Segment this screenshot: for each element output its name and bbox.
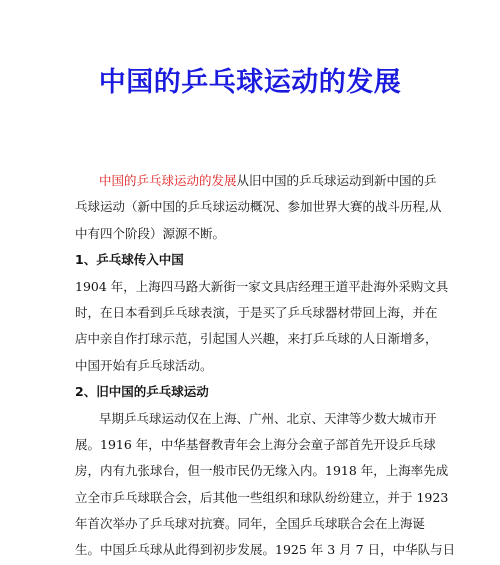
section-2-line-6: 生。中国乒乓球从此得到初步发展。1925 年 3 月 7 日，中华队与日 xyxy=(75,542,456,558)
intro-line-1 xyxy=(75,168,445,194)
section-1-line-3: 店中亲自作打球示范，引起国人兴趣，来打乒乓球的人日渐增多， xyxy=(75,331,438,347)
section-2-line-1: 早期乒乓球运动仅在上海、广州、北京、天津等少数大城市开 xyxy=(99,410,437,426)
section-1-line-2: 时，在日本看到乒乓球表演，于是买了乒乓球器材带回上海，并在 xyxy=(75,304,438,320)
document-title: 中国的乒乓球运动的发展 xyxy=(98,67,402,98)
section-1-line-1: 1904 年，上海四马路大新街一家文具店经理王道平赴海外采购文具 xyxy=(75,278,449,294)
intro-line-2: 乓球运动（新中国的乒乓球运动概况、参加世界大赛的战斗历程,从 xyxy=(75,199,442,215)
section-heading-1: 1、乒乓球传入中国 xyxy=(75,252,184,268)
section-1-line-4: 中国开始有乒乓球活动。 xyxy=(75,357,213,373)
section-2-line-5: 年首次举办了乒乓球对抗赛。同年，全国乒乓球联合会在上海诞 xyxy=(75,516,426,532)
intro-line-3: 中有四个阶段）源源不断。 xyxy=(75,225,226,241)
section-2-line-4: 立全市乒乓球联合会，后其他一些组织和球队纷纷建立，并于 1923 xyxy=(75,489,449,505)
section-2-line-2: 展。1916 年，中华基督教青年会上海分会童子部首先开设乒乓球 xyxy=(75,436,436,452)
intro-highlight: 中国的乒乓球运动的发展 xyxy=(99,173,237,188)
document-body xyxy=(75,168,456,564)
section-2-line-3: 房，内有九张球台，但一般市民仍无缘入内。1918 年，上海率先成 xyxy=(75,463,449,479)
section-heading-2: 2、旧中国的乒乓球运动 xyxy=(75,384,209,400)
intro-text: 从旧中国的乒乓球运动到新中国的乒 xyxy=(236,173,437,188)
